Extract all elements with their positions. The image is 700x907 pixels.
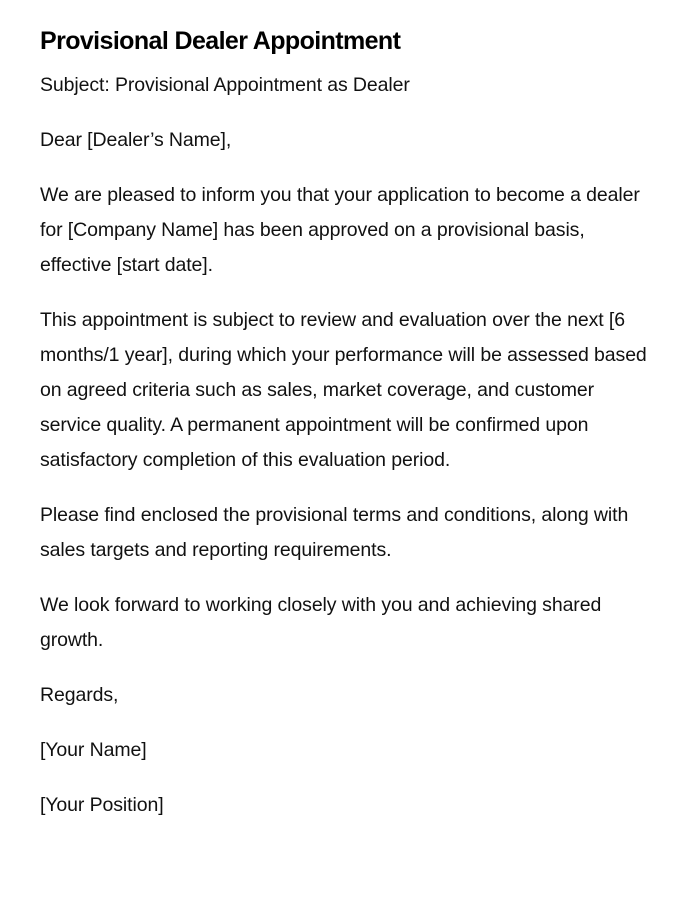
body-paragraph-enclosures: Please find enclosed the provisional terms and conditions, along with sales targets and reporting requirements.	[40, 504, 629, 561]
signature-position: [Your Position]	[40, 794, 164, 816]
document-title: Provisional Dealer Appointment	[40, 27, 401, 55]
signature-name: [Your Name]	[40, 739, 147, 761]
subject-line: Subject: Provisional Appointment as Dealer	[40, 74, 410, 96]
salutation: Dear [Dealer’s Name],	[40, 129, 232, 151]
body-paragraph-evaluation: This appointment is subject to review and evaluation over the next [6 months/1 year], during which your performance will be assessed based on agreed criteria such as sales, market coverage, and customer service quality. A permanent appointment will be confirmed upon satisfactory completion of this evaluation period.	[40, 309, 647, 471]
body-paragraph-approval: We are pleased to inform you that your application to become a dealer for [Company Name] has been approved on a provisional basis, effective [start date].	[40, 184, 640, 276]
body-paragraph-closing-remark: We look forward to working closely with you and achieving shared growth.	[40, 594, 602, 651]
closing: Regards,	[40, 684, 119, 706]
